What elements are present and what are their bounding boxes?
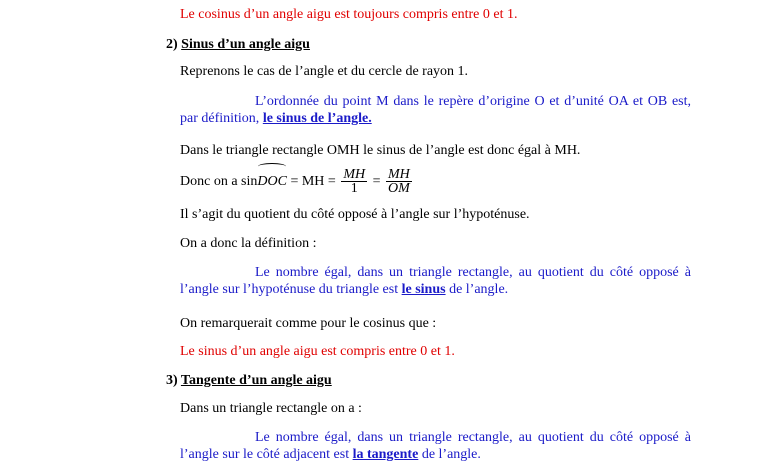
section-3-heading: [166, 373, 332, 389]
section-2-number: 2): [166, 37, 178, 52]
triangle-sine-text: Dans le triangle rectangle OMH le sinus de l’angle est donc égal à MH.: [180, 143, 581, 158]
tangent-term: la tangente: [352, 447, 419, 462]
sine-formal-definition-end: de l’angle.: [449, 282, 509, 297]
quotient-text: Il s’agit du quotient du côté opposé à l’angle sur l’hypoténuse.: [180, 207, 530, 222]
fraction-numerator: MH: [343, 167, 366, 183]
formula-angle-arc: DOC: [257, 167, 287, 197]
sine-property: Le sinus d’un angle aigu est compris entre 0 et 1.: [180, 344, 455, 359]
section-3-title: Tangente d’un angle aigu: [180, 373, 332, 388]
section-2-heading: [166, 37, 310, 53]
tangent-definition-text: Le nombre égal, dans un triangle rectangle, au quotient du côté opposé à l’angle sur le côté adjacent est: [180, 430, 691, 462]
fraction-denominator: 1: [350, 181, 358, 197]
sine-definition: [180, 93, 691, 127]
section-2-title: Sinus d’un angle aigu: [181, 37, 310, 52]
sine-term: le sinus: [401, 282, 446, 297]
fraction-numerator: MH: [388, 167, 410, 183]
section-3-number: 3): [166, 373, 178, 388]
tangent-definition: [180, 429, 691, 463]
sine-formal-definition: [180, 264, 691, 298]
fraction-mh-over-1: [341, 168, 367, 195]
formula-prefix: Donc on a sin: [180, 174, 258, 189]
sine-formal-definition-text: Le nombre égal, dans un triangle rectangle, au quotient du côté opposé à l’angle sur l’hypoténuse du triangle est: [180, 265, 691, 297]
definition-intro: On a donc la définition :: [180, 236, 317, 251]
sine-definition-text: L’ordonnée du point M dans le repère d’origine O et d’unité OA et OB est, par définition,: [180, 94, 691, 126]
tangent-definition-end: de l’angle.: [421, 447, 481, 462]
cosine-property: Le cosinus d’un angle aigu est toujours compris entre 0 et 1.: [180, 7, 518, 22]
remark-text: On remarquerait comme pour le cosinus que :: [180, 316, 437, 331]
sine-definition-term: le sinus de l’angle.: [262, 111, 372, 126]
formula-eq1: = MH =: [290, 174, 336, 189]
formula-eq2: =: [372, 174, 381, 189]
fraction-mh-over-om: [386, 168, 412, 195]
tangent-intro: Dans un triangle rectangle on a :: [180, 401, 362, 416]
fraction-denominator: OM: [388, 181, 410, 197]
sine-formula: [180, 167, 414, 197]
sine-intro: Reprenons le cas de l’angle et du cercle de rayon 1.: [180, 64, 469, 79]
